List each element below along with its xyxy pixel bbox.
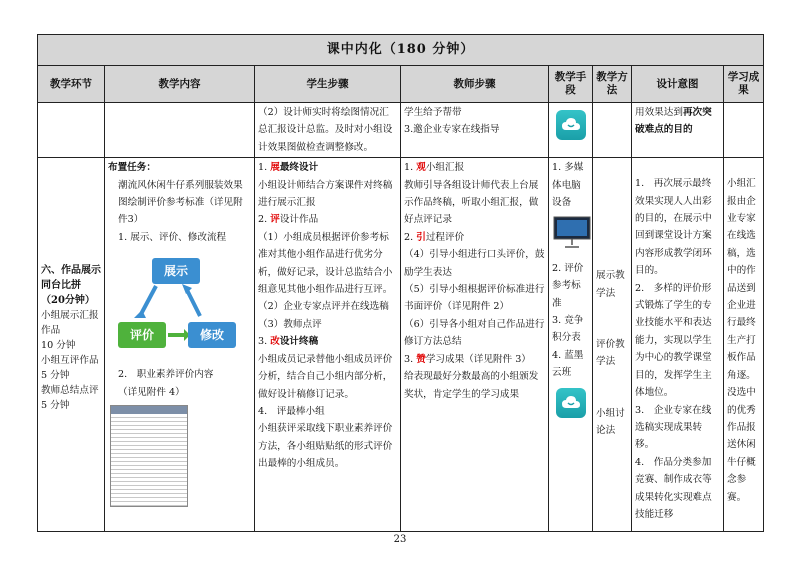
flow-node-eval: 评价: [118, 322, 166, 348]
cloud-class-app-icon: [556, 110, 586, 140]
page-number: 23: [393, 534, 407, 545]
table-title: 课中内化（180 分钟）: [38, 35, 764, 66]
flow-node-modify: 修改: [188, 322, 236, 348]
lesson-plan-table: [37, 34, 764, 532]
flow-node-show: 展示: [152, 258, 200, 284]
header-outcome: 学习成果: [724, 66, 764, 103]
header-teacher: 教师步骤: [401, 66, 549, 103]
stage-cell: 六、作品展示同台比拼（20分钟） 小组展示汇报作品 10 分钟 小组互评作品 5 分钟 教师总结点评 5 分钟: [38, 158, 105, 532]
cont-means-cell: [549, 103, 593, 158]
header-stage: 教学环节: [38, 66, 105, 103]
student-steps-cell: 1. 展最终设计 小组设计师结合方案课件对终稿进行展示汇报 2. 评设计作品 （1）小组成员根据评价参考标准对其他小组作品进行优劣分析，做好记录，设计总监结合小组意见其他小组作品进行互评。 （2）企业专家点评并在线选稿 （3）教师点评 3. 改设计终稿 小组成员记录替他小组成员评价分析，结合自己小组内部分析，做好设计稿修订记录。 4. 评最棒小组 小组获评采取线下职业素养评价方法，各小组贴贴纸的形式评价出最棒的小组成员。: [255, 158, 401, 532]
header-method: 教学方法: [593, 66, 632, 103]
cont-intent-cell: 用效果达到再次突破难点的目的: [632, 103, 724, 158]
table-row: [38, 158, 764, 532]
table-row: [38, 103, 764, 158]
teacher-steps-cell: 1. 观小组汇报 教师引导各组设计师代表上台展示作品终稿，听取小组汇报，做好点评记录 2. 引过程评价 （4）引导小组进行口头评价，鼓励学生表达 （5）引导小组根据评价标准进行书面评价（详见附件 2） （6）引导各小组对自己作品进行修订方法总结 3. 赞学习成果（详见附件 3） 给表现最好分数最高的小组颁发奖状，肯定学生的学习成果: [401, 158, 549, 532]
header-student: 学生步骤: [255, 66, 401, 103]
smart-board-icon: [552, 215, 592, 249]
cont-teacher-cell: 学生给予帮带 3.邀企业专家在线指导: [401, 103, 549, 158]
cloud-class-app-icon: [556, 388, 586, 418]
intent-cell: 1. 再次展示最终效果实现人人出彩的目的，在展示中回到课堂设计方案内容形成教学闭环目的。 2. 多样的评价形式锻炼了学生的专业技能水平和表达能力，实现以学生为中心的教学课堂目的，发挥学生主体地位。 3. 企业专家在线选稿实现成果转移。 4. 作品分类参加竞赛、制作成衣等成果转化实现难点技能迁移: [632, 158, 724, 532]
method-cell: 展示教学法 评价教学法 小组讨论法: [593, 158, 632, 532]
header-intent: 设计意图: [632, 66, 724, 103]
header-means: 教学手段: [549, 66, 593, 103]
content-cell: 布置任务： 潮流风休闲牛仔系列服装效果图绘制评价参考标准（详见附件3） 1. 展示、评价、修改流程 展示 评价 修改 2. 职业素养评价内容 （详见附件 4）: [105, 158, 255, 532]
evaluation-form-thumbnail: [110, 405, 188, 507]
means-cell: 1. 多媒体电脑设备 2. 评价参考标准 3. 竞争积分表 4. 蓝墨云班: [549, 158, 593, 532]
cont-student-cell: （2）设计师实时将绘图情况汇总汇报设计总监。及时对小组设计效果图做检查调整修改。: [255, 103, 401, 158]
outcome-cell: 小组汇报由企业专家在线选稿，选中的作品送到企业进行最终生产打板作品角逐。没选中的优秀作品报送休闲牛仔概念参赛。: [724, 158, 764, 532]
stage-title: 六、作品展示同台比拼（20分钟）: [41, 265, 101, 307]
flow-diagram: [116, 252, 236, 360]
header-content: 教学内容: [105, 66, 255, 103]
